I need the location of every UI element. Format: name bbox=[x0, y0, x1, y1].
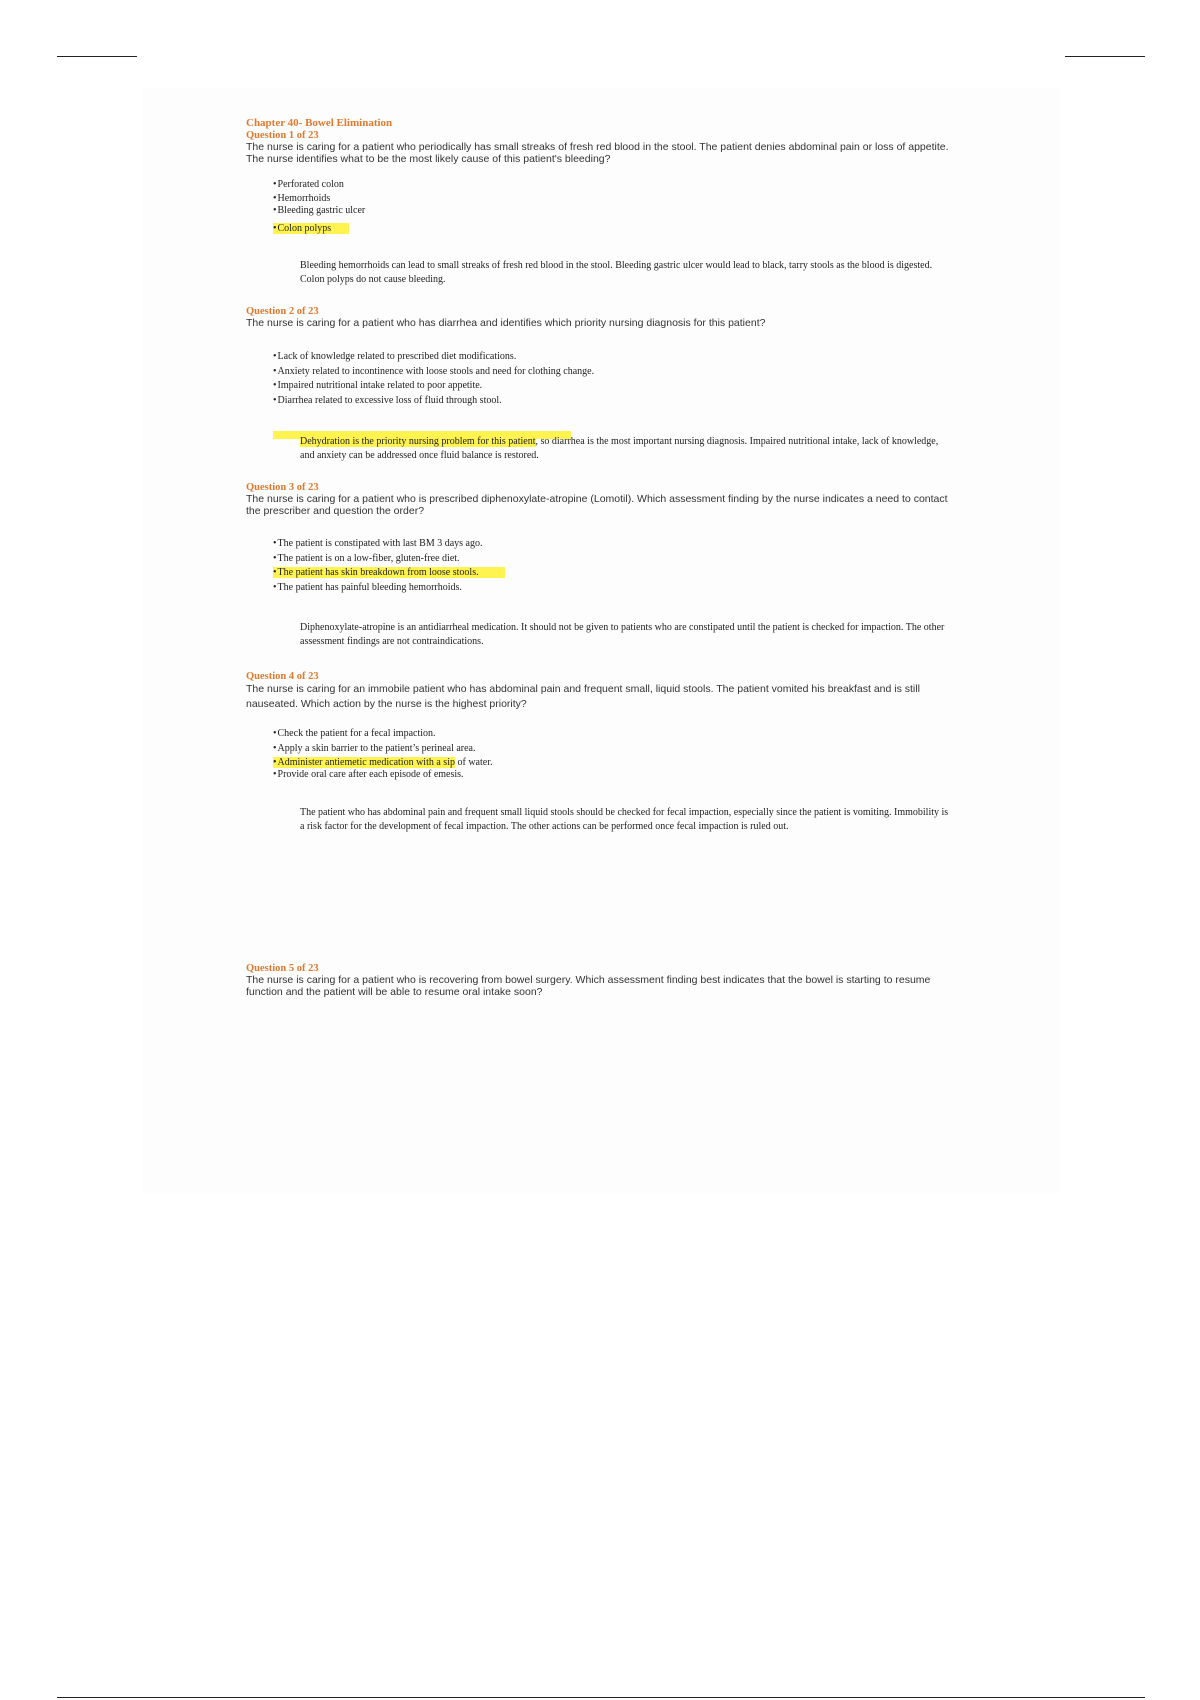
answer-option: •Diarrhea related to excessive loss of fluid through stool. bbox=[273, 394, 502, 406]
answer-rationale: Dehydration is the priority nursing problem for this patient, so diarrhea is the most important nursing diagnosis. Impaired nutritional intake, lack of knowledge, and anxiety can be addressed once fluid balance is restored. bbox=[300, 436, 939, 461]
question-label: Question 2 of 23 bbox=[246, 306, 319, 317]
question-label: Question 4 of 23 bbox=[246, 671, 319, 682]
question-label: Question 1 of 23 bbox=[246, 130, 319, 141]
answer-option: •The patient is on a low-fiber, gluten-free diet. bbox=[273, 552, 460, 564]
answer-rationale: Diphenoxylate-atropine is an antidiarrheal medication. It should not be given to patients who are constipated until the patient is checked for impaction. The other assessment findings are not contraindications. bbox=[300, 622, 945, 647]
answer-option-correct: •The patient has skin breakdown from loose stools. bbox=[273, 566, 958, 581]
answer-option: •Hemorrhoids bbox=[273, 192, 331, 204]
question-3 bbox=[246, 482, 958, 648]
answer-options bbox=[246, 537, 958, 595]
question-2 bbox=[246, 306, 958, 462]
answer-option-correct: •Administer antiemetic medication with a sip of water. bbox=[273, 757, 493, 768]
answer-option: •Perforated colon bbox=[273, 179, 344, 190]
answer-option: •Provide oral care after each episode of emesis. bbox=[273, 769, 464, 780]
question-1 bbox=[246, 130, 958, 286]
answer-option: •The patient has painful bleeding hemorrhoids. bbox=[273, 581, 462, 593]
answer-option: •Lack of knowledge related to prescribed diet modifications. bbox=[273, 351, 517, 362]
answer-option: •Check the patient for a fecal impaction. bbox=[273, 728, 436, 739]
answer-option: •Apply a skin barrier to the patient’s perineal area. bbox=[273, 742, 476, 754]
top-right-rule bbox=[1065, 56, 1145, 57]
question-4 bbox=[246, 671, 958, 833]
question-text: The nurse is caring for a patient who is prescribed diphenoxylate-atropine (Lomotil). Which assessment finding by the nurse indicates a need to contact the prescriber and question the order? bbox=[246, 493, 948, 517]
question-text: The nurse is caring for a patient who has diarrhea and identifies which priority nursing diagnosis for this patient? bbox=[246, 317, 766, 329]
answer-option: •Impaired nutritional intake related to poor appetite. bbox=[273, 380, 483, 391]
question-label: Question 3 of 23 bbox=[246, 482, 319, 493]
answer-option: •The patient is constipated with last BM 3 days ago. bbox=[273, 538, 483, 549]
question-text: The nurse is caring for a patient who periodically has small streaks of fresh red blood in the stool. The patient denies abdominal pain or loss of appetite. The nurse identifies what to be the most likely cause of this patient's bleeding? bbox=[246, 141, 949, 165]
top-left-rule bbox=[57, 56, 137, 57]
question-5 bbox=[246, 963, 958, 998]
answer-option-correct: •Colon polyps bbox=[273, 222, 958, 237]
answer-options bbox=[246, 727, 958, 780]
bottom-rule bbox=[57, 1697, 1145, 1698]
question-text: The nurse is caring for a patient who is recovering from bowel surgery. Which assessment finding best indicates that the bowel is starting to resume function and the patient will be able to resume oral intake soon? bbox=[246, 974, 931, 998]
question-text: The nurse is caring for an immobile patient who has abdominal pain and frequent small, liquid stools. The patient vomited his breakfast and is still nauseated. Which action by the nurse is the highest priority? bbox=[246, 683, 920, 710]
answer-rationale: The patient who has abdominal pain and frequent small liquid stools should be checked for fecal impaction, especially since the patient is vomiting. Immobility is a risk factor for the development of fecal impaction. The other actions can be performed once fecal impaction is ruled out. bbox=[300, 807, 949, 832]
document-page bbox=[143, 88, 1061, 1193]
answer-options bbox=[246, 178, 958, 236]
answer-option: •Anxiety related to incontinence with loose stools and need for clothing change. bbox=[273, 365, 595, 377]
document-content bbox=[246, 117, 958, 998]
question-label: Question 5 of 23 bbox=[246, 963, 319, 974]
chapter-title: Chapter 40- Bowel Elimination bbox=[246, 117, 393, 129]
answer-options bbox=[246, 350, 958, 408]
answer-rationale: Bleeding hemorrhoids can lead to small streaks of fresh red blood in the stool. Bleeding gastric ulcer would lead to black, tarry stools as the blood is digested. Colon polyps do not cause bleeding. bbox=[300, 260, 933, 285]
answer-option: •Bleeding gastric ulcer bbox=[273, 204, 366, 216]
